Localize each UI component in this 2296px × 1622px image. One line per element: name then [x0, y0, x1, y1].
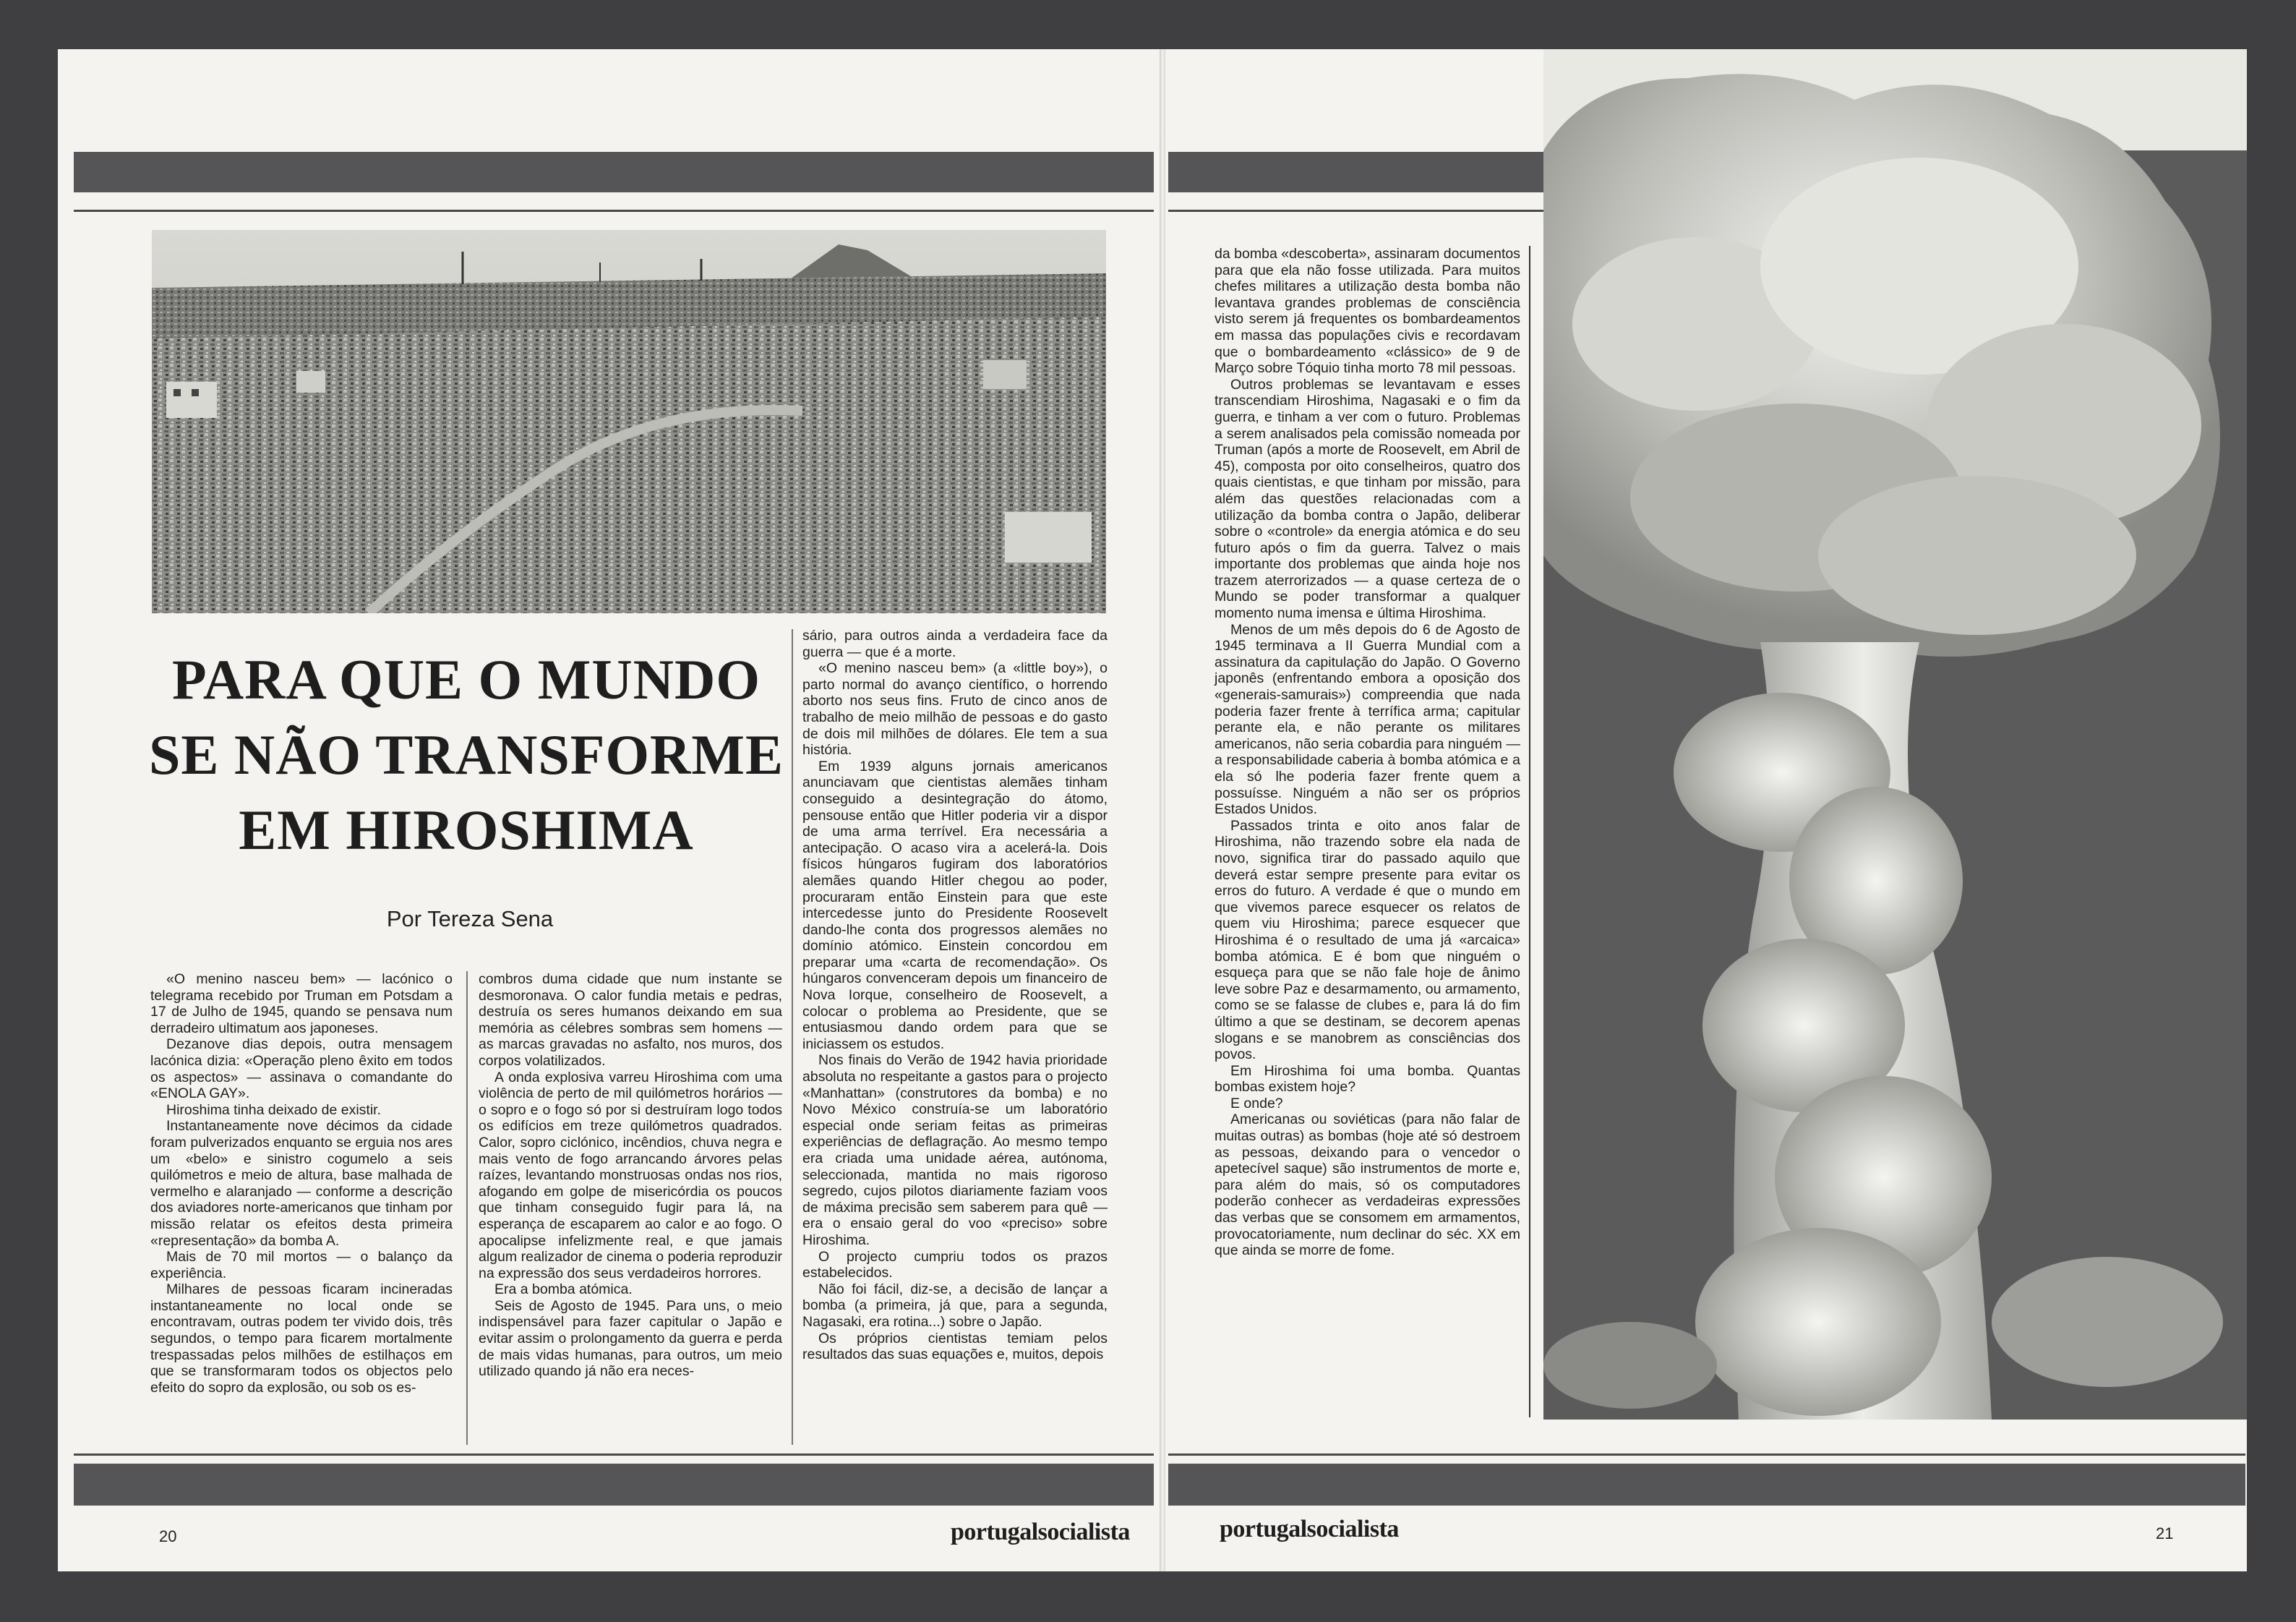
- mushroom-cloud-photo: [1543, 49, 2247, 1420]
- paragraph: «O menino nasceu bem» — lacónico o telegrama recebido por Truman em Potsdam a 17 de Julho de 1945, quando se pensava num derradeiro ultimatum aos japoneses.: [150, 971, 453, 1036]
- brand-logo-left: portugalsocialista: [951, 1519, 1130, 1545]
- paragraph: Hiroshima tinha deixado de existir.: [166, 1101, 381, 1118]
- paragraph: O projecto cumpriu todos os prazos estabelecidos.: [802, 1248, 1108, 1281]
- paragraph: Passados trinta e oito anos falar de Hiroshima, não trazendo sobre ela nada de novo, significa tirar do passado aquilo que deverá estar sempre presente para evitar os erros do futuro. A verdade é que o mundo em que vivemos parece esquecer os relatos de quem viu Hiroshima; parece esquecer que Hiroshima é o resultado de uma já «arcaica» bomba atómica. E é bom que ninguém o esqueça para que se não fale hoje de ânimo leve sobre Paz e desarmamento, ou armamento, como se se falasse de clubes e, para lá do fim último a que se destinam, se decorem apenas slogans e se manobrem as consciências dos povos.: [1215, 817, 1520, 1063]
- headline-line-2: SE NÃO TRANSFORME: [148, 723, 784, 786]
- ruins-photo: [152, 230, 1106, 613]
- paragraph: Instantaneamente nove décimos da cidade foram pulverizados enquanto se erguia nos ares um «belo» e sinistro cogumelo a seis quilómetros e meio de altura, base malhada de vermelho e alaranjado — conforme a descrição dos aviadores norte-americanos que tinham por missão relatar os efeitos desta primeira «representação» da bomba A.: [150, 1118, 453, 1249]
- ruins-image: [152, 230, 1106, 613]
- paragraph: da bomba «descoberta», assinaram documentos para que ela não fosse utilizada. Para muitos chefes militares a utilização desta bomba não levantava grandes problemas de consciência visto serem já frequentes os bombardeamentos em massa das populações civis e recordavam que o bombardeamento «clássico» de 9 de Março sobre Tóquio tinha morto 78 mil pessoas.: [1215, 246, 1520, 377]
- spine-fold: [1160, 49, 1165, 1571]
- page-number-left: 20: [159, 1527, 177, 1545]
- column-right-1: [1215, 246, 1520, 1259]
- paragraph: «O menino nasceu bem» (a «little boy»), o parto normal do avanço científico, o horrendo aborto nos seus fins. Fruto de cinco anos de trabalho de meio milhão de pessoas e do gasto de dois mil milhões de dólares. Ele tem a sua história.: [802, 660, 1108, 759]
- paragraph: Americanas ou soviéticas (para não falar de muitas outras) as bombas (hoje até só destroem as pessoas, deixando para o vencedor o apetecível saque) são instrumentos de morte e, para além do mais, só os computadores poderão conhecer as verdadeiras expressões das verbas que se consomem em armamentos, provocatoriamente, num declinar do séc. XX em que ainda se morre de fome.: [1215, 1111, 1520, 1259]
- paragraph: Em 1939 alguns jornais americanos anunciavam que cientistas alemães tinham conseguido a desintegração do átomo, pensouse então que Hitler poderia vir a dispor de uma arma terrível. Era necessária a antecipação. O acaso vira a acelerá-la. Dois físicos húngaros fugiram dos laboratórios alemães quando Hitler chegou ao poder, procuraram então Einstein para que este intercedesse junto do Presidente Roosevelt dando-lhe conta dos progressos alemães no domínio atómico. Einstein concordou em preparar uma «carta de recomendação». Os húngaros convenceram depois um financeiro de Nova Iorque, conselheiro de Roosevelt, a colocar o problema ao Presidente, que se entusiasmou dando ordem para que se iniciassem os estudos.: [802, 758, 1108, 1052]
- headline-line-1: PARA QUE O MUNDO: [171, 648, 761, 711]
- paragraph: Milhares de pessoas ficaram incineradas instantaneamente no local onde se encontravam, outras podem ter vivido dois, três segundos, o tempo para ficarem mortalmente trespassadas pelos milhões de estilhaços em que se transformaram todos os objectos pelo efeito do sopro da explosão, ou sob os es-: [150, 1281, 453, 1396]
- paragraph: Mais de 70 mil mortos — o balanço da experiência.: [150, 1249, 453, 1281]
- paragraph: Os próprios cientistas temiam pelos resultados das suas equações e, muitos, depois: [802, 1330, 1108, 1363]
- column-divider: [466, 971, 468, 1445]
- top-rule-left: [74, 210, 1154, 212]
- paragraph: Nos finais do Verão de 1942 havia prioridade absoluta no respeitante a gastos para o projecto «Manhattan» (construtores da bomba) e no Novo México construía-se um laboratório especial onde seriam feitas as primeiras experiências de deflagração. Ao mesmo tempo era criada uma unidade aérea, autónoma, seleccionada, mantida no mais rigoroso segredo, cujos pilotos diariamente faziam voos de máxima precisão sem saberem para quê — era o ensaio geral do voo «preciso» sobre Hiroshima.: [802, 1052, 1108, 1248]
- paragraph: Não foi fácil, diz-se, a decisão de lançar a bomba (a primeira, já que, para a segunda, Nagasaki, era rotina...) sobre o Japão.: [802, 1281, 1108, 1330]
- paragraph: Menos de um mês depois do 6 de Agosto de 1945 terminava a II Guerra Mundial com a assinatura da capitulação do Japão. O Governo japonês (enfrentando embora a oposição dos «generais-samurais») compreendia que nada poderia fazer frente à terrífica arma; capitular perante ela, e não perante os militares americanos, não seria cobardia para ninguém — a responsabilidade caberia à bomba atómica e a ela só lhe poderia fazer frente quem a possuísse. Ninguém a não ser os próprios Estados Unidos.: [1215, 621, 1520, 818]
- brand-logo-right: portugalsocialista: [1220, 1516, 1399, 1542]
- mushroom-cloud-image: [1543, 49, 2247, 1420]
- paragraph: combros duma cidade que num instante se desmoronava. O calor fundia metais e pedras, destruía os seres humanos deixando em sua memória as célebres sombras sem homens — as marcas gravadas no asfalto, nos muros, dos corpos volatilizados.: [479, 971, 782, 1069]
- column-left-2: [479, 971, 782, 1380]
- paragraph: Em Hiroshima foi uma bomba. Quantas bombas existem hoje?: [1215, 1062, 1520, 1096]
- column-divider: [1529, 246, 1530, 1417]
- paragraph: A onda explosiva varreu Hiroshima com uma violência de perto de mil quilómetros horários — o sopro e o fogo só por si destruíram logo todos os edifícios em treze quilómetros quadrados. Calor, sopro ciclónico, incêndios, chuva negra e mais vento de fogo arrancando árvores pelas raízes, levantando monstruosas ondas nos rios, afogando em golpe de misericórdia os poucos que tinham conseguido fugir para lá, na esperança de escaparem ao calor e ao fogo. O apocalipse infelizmente real, e que jamais algum realizador de cinema o poderia reproduzir na expressão dos seus verdadeiros horrores.: [479, 1069, 782, 1281]
- paragraph: Dezanove dias depois, outra mensagem lacónica dizia: «Operação pleno êxito em todos os aspectos» — assinava o comandante do «ENOLA GAY».: [150, 1036, 453, 1102]
- column-left-1: [150, 971, 453, 1396]
- headline-line-3: EM HIROSHIMA: [239, 798, 694, 861]
- paragraph: Seis de Agosto de 1945. Para uns, o meio indispensável para fazer capitular o Japão e evitar assim o prolongamento da guerra e perda de mais vidas humanas, para outros, um meio utilizado quando já não era neces-: [479, 1297, 782, 1380]
- paragraph: sário, para outros ainda a verdadeira face da guerra — que é a morte.: [802, 628, 1108, 660]
- column-divider: [792, 629, 793, 1445]
- paragraph: Era a bomba atómica.: [494, 1281, 633, 1298]
- article-headline: [137, 642, 795, 868]
- bottom-rule-left: [74, 1454, 1154, 1456]
- bottom-band-left: [74, 1464, 1154, 1506]
- bottom-rule-right: [1168, 1454, 2245, 1456]
- paragraph: E onde?: [1230, 1095, 1283, 1111]
- top-band-left: [74, 152, 1154, 192]
- bottom-band-right: [1168, 1464, 2245, 1506]
- paragraph: Outros problemas se levantavam e esses transcendiam Hiroshima, Nagasaki e o fim da guerra, e tinham a ver com o futuro. Problemas a serem analisados pela comissão nomeada por Truman (após a morte de Roosevelt, em Abril de 45), composta por oito conselheiros, quatro dos quais cientistas, e que tinham por missão, para além das questões relacionadas com a utilização da bomba contra o Japão, deliberar sobre o «controle» da energia atómica e do seu futuro após o fim da guerra. Talvez o mais importante dos problemas que ainda hoje nos trazem aterrorizados — a quase certeza de o Mundo se poder transformar a qualquer momento numa imensa e última Hiroshima.: [1215, 376, 1520, 622]
- column-left-3: [802, 628, 1108, 1363]
- byline: Por Tereza Sena: [386, 906, 554, 931]
- page-number-right: 21: [2156, 1524, 2174, 1542]
